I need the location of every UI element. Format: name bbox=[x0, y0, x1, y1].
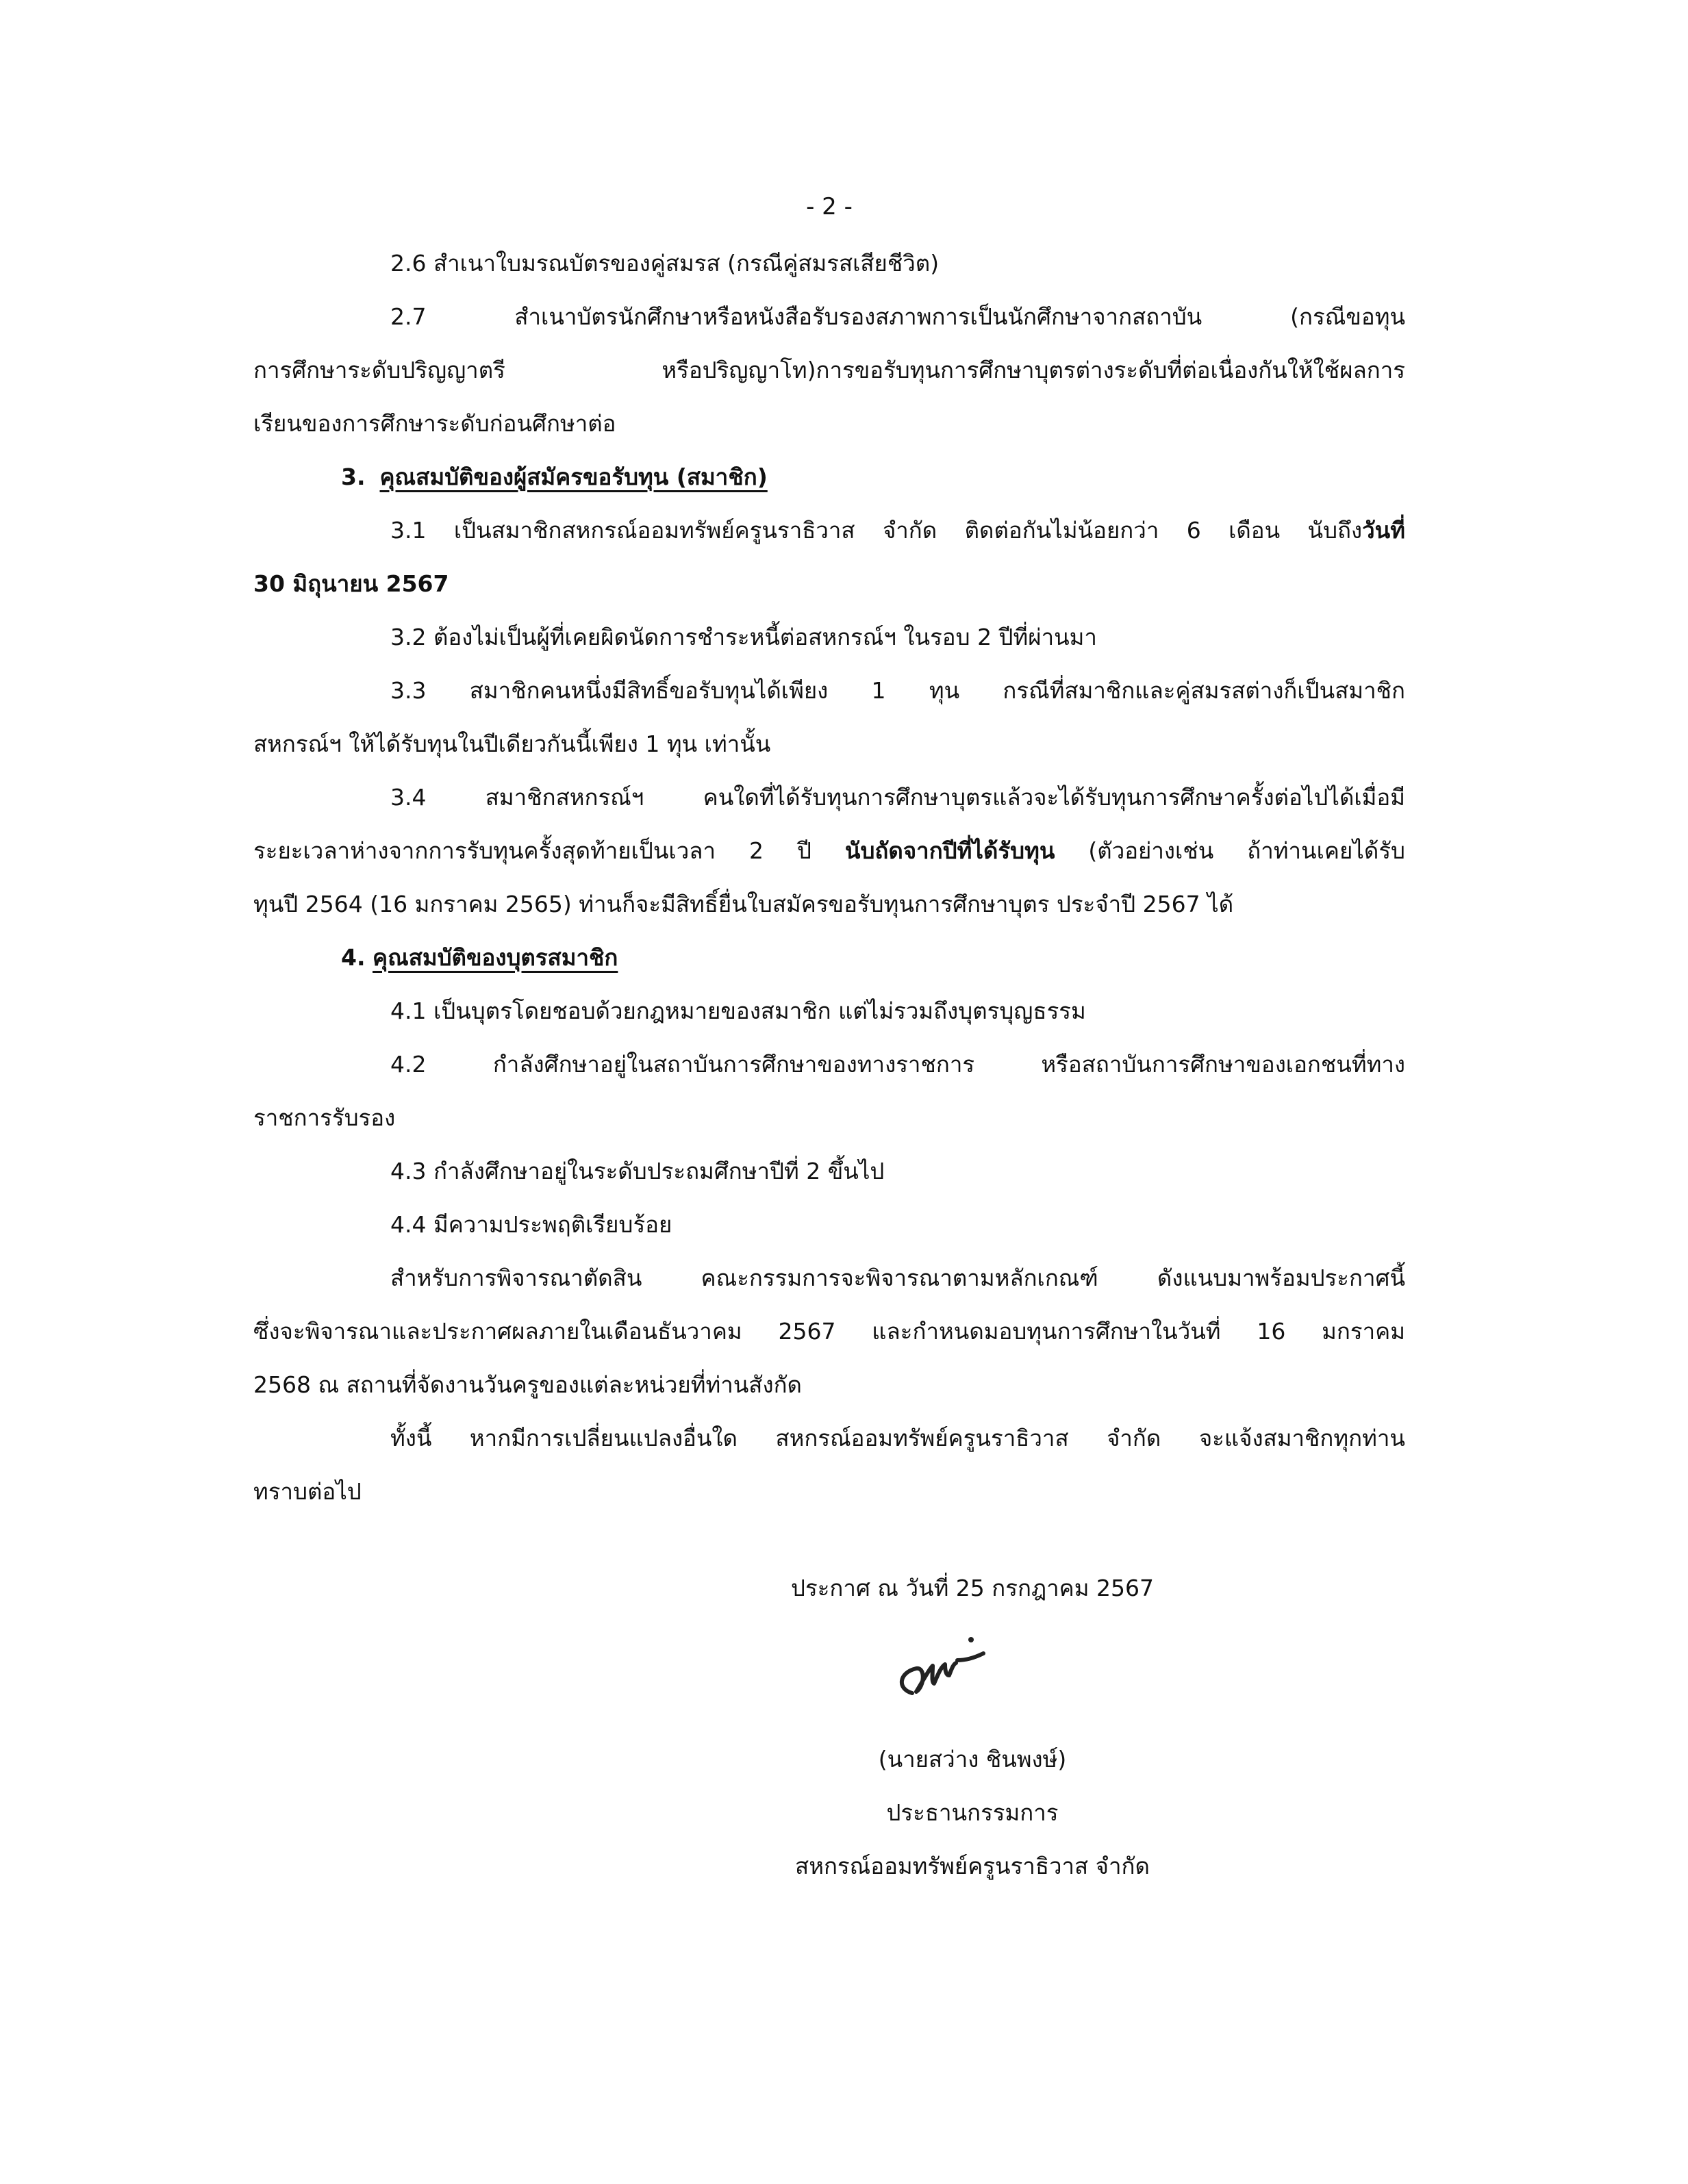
paragraph-consideration-line2: ซึ่งจะพิจารณาและประกาศผลภายในเดือนธันวาคม 2567 และกำหนดมอบทุนการศึกษาในวันที่ 16 มกราคม bbox=[253, 1318, 1405, 1345]
paragraph-consideration-line3: 2568 ณ สถานที่จัดงานวันครูของแต่ละหน่วยที่ท่านสังกัด bbox=[253, 1371, 802, 1398]
item-3-4-text-c: (ตัวอย่างเช่น ถ้าท่านเคยได้รับ bbox=[1055, 837, 1406, 864]
section-4-heading bbox=[341, 937, 1405, 978]
paragraph-changes-line2: ทราบต่อไป bbox=[253, 1478, 362, 1505]
item-4-1: 4.1 เป็นบุตรโดยชอบด้วยกฎหมายของสมาชิก แต่ไม่รวมถึงบุตรบุญธรรม bbox=[390, 998, 1086, 1024]
item-4-2-line2: ราชการรับรอง bbox=[253, 1104, 396, 1131]
section-4-number: 4. bbox=[341, 944, 366, 971]
item-3-4-line1: 3.4 สมาชิกสหกรณ์ฯ คนใดที่ได้รับทุนการศึกษาบุตรแล้วจะได้รับทุนการศึกษาครั้งต่อไปได้เมื่อมี bbox=[390, 784, 1405, 811]
item-3-1-line1 bbox=[390, 510, 1405, 551]
item-3-3-line1: 3.3 สมาชิกคนหนึ่งมีสิทธิ์ขอรับทุนได้เพียง 1 ทุน กรณีที่สมาชิกและคู่สมรสต่างก็เป็นสมาชิก bbox=[390, 677, 1405, 704]
item-2-6: 2.6 สำเนาใบมรณบัตรของคู่สมรส (กรณีคู่สมรสเสียชีวิต) bbox=[390, 250, 940, 277]
signature-icon bbox=[890, 1633, 1000, 1708]
item-4-4: 4.4 มีความประพฤติเรียบร้อย bbox=[390, 1211, 672, 1238]
section-4-title: คุณสมบัติของบุตรสมาชิก bbox=[373, 944, 618, 971]
item-3-4-line3: ทุนปี 2564 (16 มกราคม 2565) ท่านก็จะมีสิทธิ์ยื่นใบสมัครขอรับทุนการศึกษาบุตร ประจำปี 2567 ได้ bbox=[253, 891, 1234, 917]
item-3-3-line2: สหกรณ์ฯ ให้ได้รับทุนในปีเดียวกันนี้เพียง 1 ทุน เท่านั้น bbox=[253, 731, 771, 757]
item-4-2-line1: 4.2 กำลังศึกษาอยู่ในสถาบันการศึกษาของทางราชการ หรือสถาบันการศึกษาของเอกชนที่ทาง bbox=[390, 1051, 1405, 1078]
item-2-7-line3: เรียนของการศึกษาระดับก่อนศึกษาต่อ bbox=[253, 410, 616, 437]
section-3-number: 3. bbox=[341, 464, 366, 490]
organization-name: สหกรณ์ออมทรัพย์ครูนราธิวาส จำกัด bbox=[795, 1853, 1150, 1879]
section-3-heading bbox=[341, 457, 1405, 498]
document-page bbox=[253, 0, 1405, 2184]
item-3-1-bold: วันที่ bbox=[1362, 517, 1405, 544]
item-2-7-line1: 2.7 สำเนาบัตรนักศึกษาหรือหนังสือรับรองสภาพการเป็นนักศึกษาจากสถาบัน (กรณีขอทุน bbox=[390, 303, 1405, 330]
item-3-4-line2 bbox=[253, 830, 1405, 872]
signer-name: (นายสว่าง ชินพงษ์) bbox=[878, 1746, 1067, 1773]
section-3-title: คุณสมบัติของผู้สมัครขอรับทุน (สมาชิก) bbox=[379, 464, 768, 490]
item-3-4-bold: นับถัดจากปีที่ได้รับทุน bbox=[844, 837, 1055, 864]
paragraph-consideration-line1: สำหรับการพิจารณาตัดสิน คณะกรรมการจะพิจารณาตามหลักเกณฑ์ ดังแนบมาพร้อมประกาศนี้ bbox=[390, 1265, 1405, 1291]
item-3-1-line2: 30 มิถุนายน 2567 bbox=[253, 570, 449, 597]
paragraph-changes-line1: ทั้งนี้ หากมีการเปลี่ยนแปลงอื่นใด สหกรณ์ออมทรัพย์ครูนราธิวาส จำกัด จะแจ้งสมาชิกทุกท่าน bbox=[390, 1425, 1405, 1451]
page-number: - 2 - bbox=[806, 193, 853, 220]
item-3-1-text: 3.1 เป็นสมาชิกสหกรณ์ออมทรัพย์ครูนราธิวาส จำกัด ติดต่อกันไม่น้อยกว่า 6 เดือน นับถึง bbox=[390, 517, 1363, 544]
item-3-4-text-a: ระยะเวลาห่างจากการรับทุนครั้งสุดท้ายเป็นเวลา 2 ปี bbox=[253, 837, 845, 864]
signer-title: ประธานกรรมการ bbox=[886, 1799, 1059, 1826]
item-3-2: 3.2 ต้องไม่เป็นผู้ที่เคยผิดนัดการชำระหนี้ต่อสหกรณ์ฯ ในรอบ 2 ปีที่ผ่านมา bbox=[390, 624, 1097, 650]
item-2-7-line2: การศึกษาระดับปริญญาตรี หรือปริญญาโท)การขอรับทุนการศึกษาบุตรต่างระดับที่ต่อเนื่องกันให้ใช้ผลการ bbox=[253, 357, 1405, 383]
item-4-3: 4.3 กำลังศึกษาอยู่ในระดับประถมศึกษาปีที่ 2 ขึ้นไป bbox=[390, 1158, 885, 1184]
announce-date: ประกาศ ณ วันที่ 25 กรกฎาคม 2567 bbox=[791, 1575, 1154, 1601]
